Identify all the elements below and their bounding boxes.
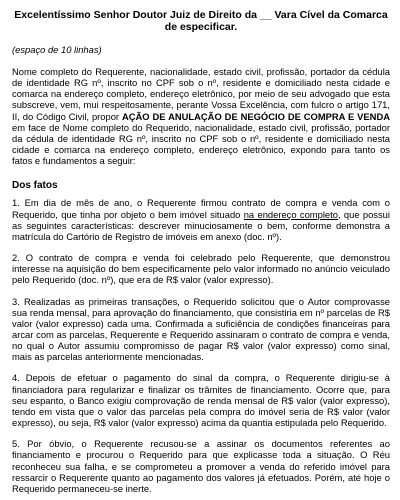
fact-paragraph-5: 5. Por óbvio, o Requerente recusou-se a assinar os documentos referentes ao financiamento e procurou o Requerido para que explicasse toda a situação. O Réu reconheceu sua falha, e se comprometeu a promover a venda do referido imóvel para ressarcir o Requerente quanto ao pagamento dos valores já efetuados. Porém, até hoje o Requerido permaneceu-se inerte. xyxy=(12,438,390,494)
action-title: AÇÃO DE ANULAÇÃO DE NEGÓCIO DE COMPRA E VENDA xyxy=(121,110,390,122)
title-line-2: de especificar. xyxy=(164,21,238,33)
fact-paragraph-2: 2. O contrato de compra e venda foi celebrado pelo Requerente, que demonstrou interesse na aquisição do bem especificamente pelo valor informado no anúncio veiculado pelo Requerido (doc. nº), que era de R$ valor (valor expresso). xyxy=(12,252,390,286)
fact-paragraph-3: 3. Realizadas as primeiras transações, o Requerido solicitou que o Autor comprovasse sua renda mensal, para aprovação do financiamento, que consistiria em nº parcelas de R$ valor (valor expresso) cada uma. Confirmada a suficiência de condições financeiras para arcar com as parcelas, Requerente e Requerido assinaram o contrato de compra e venda, no qual o Autor assumiu compromisso de pagar R$ valor (valor expresso) como sinal, mais as parcelas anteriormente mencionadas. xyxy=(12,295,390,363)
document-title xyxy=(12,9,390,33)
fact-paragraph-1 xyxy=(12,197,390,242)
space-note: (espaço de 10 linhas) xyxy=(12,44,102,55)
facts-heading: Dos fatos xyxy=(12,180,58,192)
title-line-1: Excelentíssimo Senhor Doutor Juiz de Direito da __ Vara Cível da Comarca xyxy=(14,9,388,21)
facts-section xyxy=(12,197,390,494)
intro-text-part1: Nome completo do Requerente, nacionalidade, estado civil, profissão, portador da cédula de identidade RG nº, inscrito no CPF sob o nº, residente e domiciliado nesta cidade e comarca na endereço completo, endereço eletrônico, por meio de seu advogado que esta subscreve, vem, mui respeitosamente, perante Vossa Excelência, com fulcro o artigo 171, II, do Código Civil, propor xyxy=(12,66,390,122)
fact-paragraph-4: 4. Depois de efetuar o pagamento do sinal da compra, o Requerente dirigiu-se à financiadora para regularizar e finalizar os trâmites de financiamento. Ocorre que, para seu espanto, o Banco exigiu comprovação de renda mensal de R$ valor (valor expresso), tendo em vista que o valor das parcelas pela compra do imóvel seria de R$ valor (valor expresso), ou seja, R$ valor (valor expresso) acima da quantia estipulada pelo Requerido. xyxy=(12,372,390,429)
fact1-before: 1. Em dia de mês de ano, o Requerente firmou contrato de compra e venda com o Requerido, que tinha por objeto o bem imóvel situado xyxy=(12,197,390,220)
fact1-after: , que possui as seguintes características: descrever minuciosamente o bem, conforme demonstra a matrícula do Cartório de Registro de imóveis em anexo (doc. nº). xyxy=(12,208,390,242)
address-underlined: na endereço completo xyxy=(243,208,338,220)
intro-paragraph xyxy=(12,66,390,166)
intro-text-part2: em face de Nome completo do Requerido, nacionalidade, estado civil, profissão, portador da cédula de identidade RG nº, inscrito no CPF sob o nº, residente e domiciliado nesta cidade e comarca na endereço completo, endereço eletrônico, expondo para tanto os fatos e fundamentos a seguir: xyxy=(12,121,390,167)
